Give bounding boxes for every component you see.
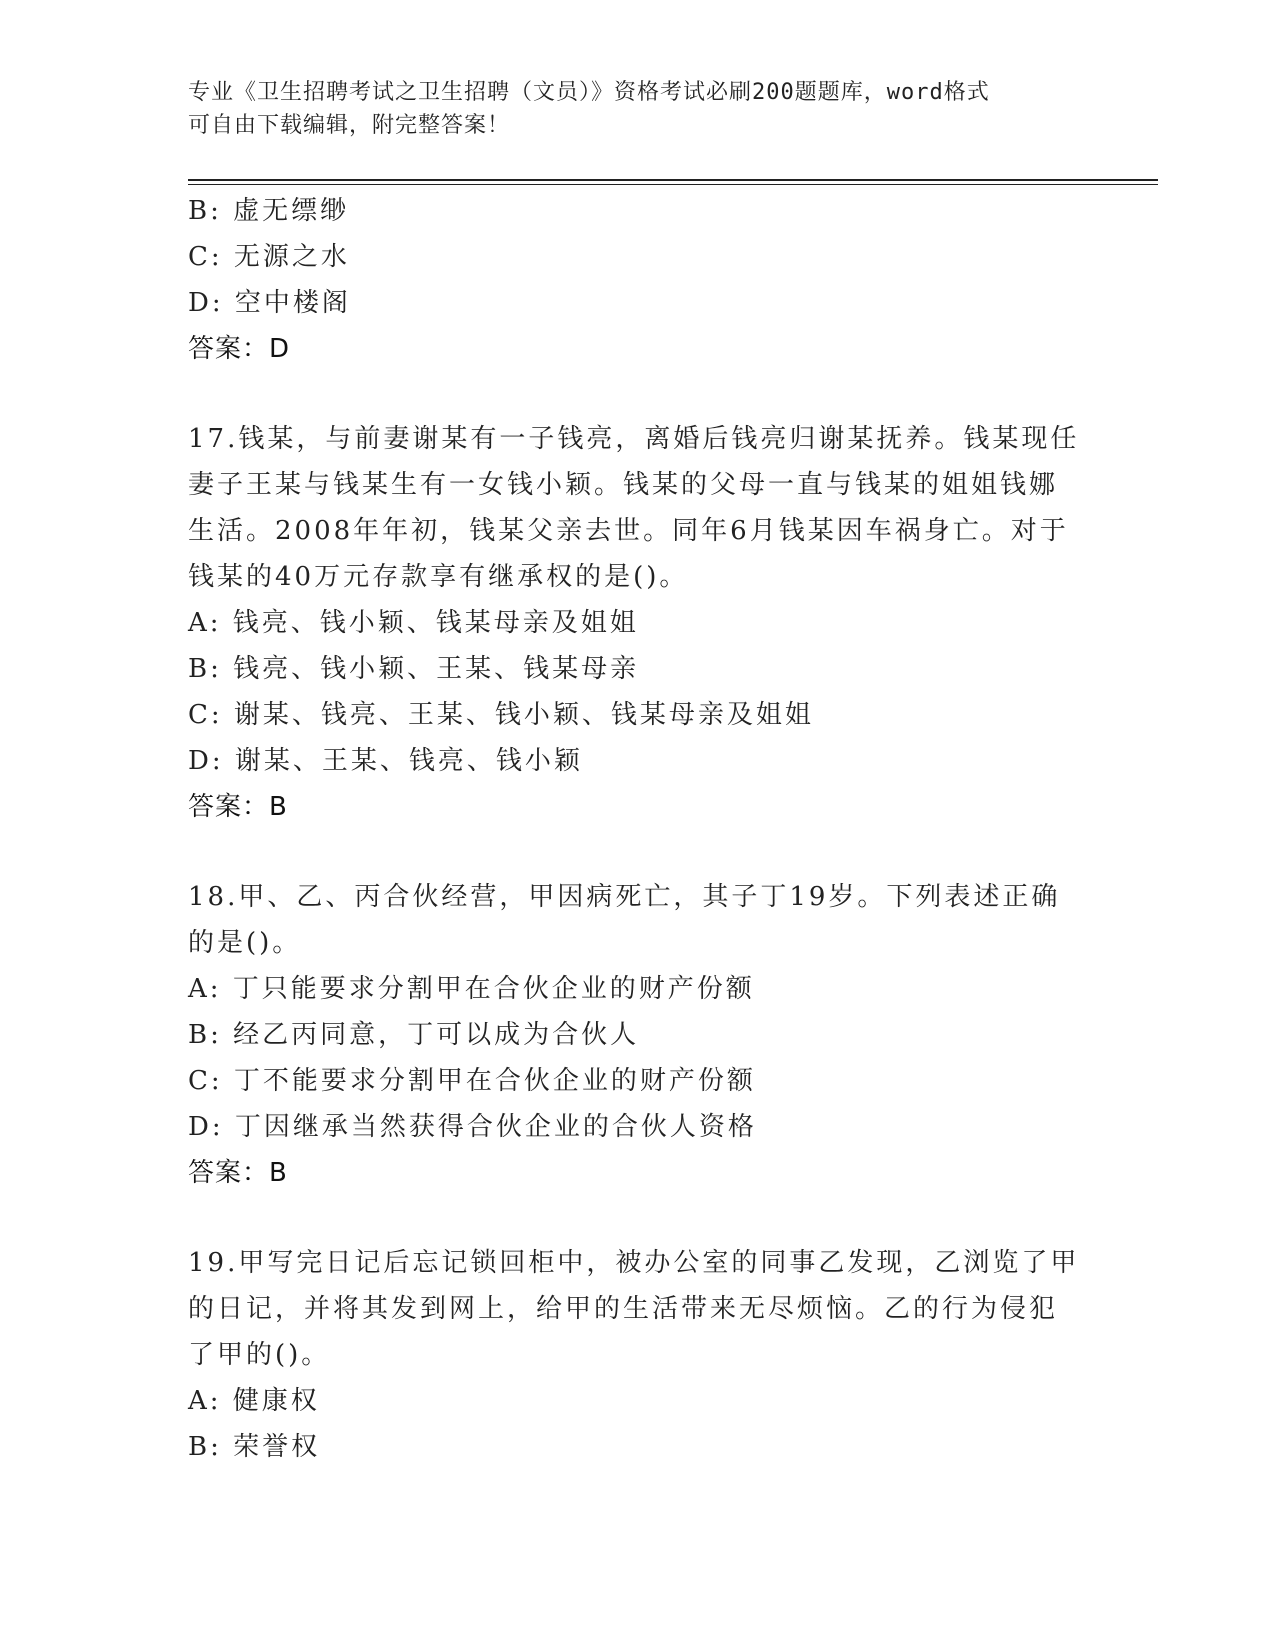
question-16-continued — [188, 188, 1088, 372]
option-c: C: 丁不能要求分割甲在合伙企业的财产份额 — [188, 1066, 756, 1096]
question-stem-line: 钱某的40万元存款享有继承权的是()。 — [188, 562, 689, 592]
option-a: A: 钱亮、钱小颖、钱某母亲及姐姐 — [188, 608, 639, 638]
option-c: C: 无源之水 — [188, 242, 350, 272]
question-stem-line: 19.甲写完日记后忘记锁回柜中，被办公室的同事乙发现，乙浏览了甲 — [188, 1248, 1080, 1278]
option-c: C: 谢某、钱亮、王某、钱小颖、钱某母亲及姐姐 — [188, 700, 814, 730]
option-b: B: 荣誉权 — [188, 1432, 321, 1462]
header-rule-thin — [188, 184, 1158, 185]
question-stem-line: 生活。2008年年初，钱某父亲去世。同年6月钱某因车祸身亡。对于 — [188, 516, 1069, 546]
question-stem-line: 17.钱某，与前妻谢某有一子钱亮，离婚后钱亮归谢某抚养。钱某现任 — [188, 424, 1080, 454]
page-content — [188, 188, 1088, 1470]
header-line-2: 可自由下载编辑，附完整答案！ — [188, 113, 511, 138]
answer: 答案：B — [188, 1158, 288, 1188]
option-a: A: 丁只能要求分割甲在合伙企业的财产份额 — [188, 974, 755, 1004]
question-stem-line: 了甲的()。 — [188, 1340, 331, 1370]
option-a: A: 健康权 — [188, 1386, 320, 1416]
question-stem-line: 的日记，并将其发到网上，给甲的生活带来无尽烦恼。乙的行为侵犯 — [188, 1294, 1059, 1324]
question-18 — [188, 874, 1088, 1196]
option-b: B: 虚无缥缈 — [188, 196, 350, 226]
option-b: B: 经乙丙同意，丁可以成为合伙人 — [188, 1020, 640, 1050]
option-b: B: 钱亮、钱小颖、王某、钱某母亲 — [188, 654, 640, 684]
question-stem-line: 的是()。 — [188, 928, 302, 958]
document-header — [188, 76, 1088, 142]
question-19 — [188, 1240, 1088, 1470]
option-d: D: 丁因继承当然获得合伙企业的合伙人资格 — [188, 1112, 757, 1142]
answer: 答案：B — [188, 792, 288, 822]
question-stem-line: 妻子王某与钱某生有一女钱小颖。钱某的父母一直与钱某的姐姐钱娜 — [188, 470, 1059, 500]
option-d: D: 空中楼阁 — [188, 288, 351, 318]
header-rule-thick — [188, 179, 1158, 181]
header-line-1: 专业《卫生招聘考试之卫生招聘（文员）》资格考试必刷200题题库，word格式 — [188, 80, 990, 105]
option-d: D: 谢某、王某、钱亮、钱小颖 — [188, 746, 583, 776]
question-17 — [188, 416, 1088, 830]
answer: 答案：D — [188, 334, 291, 364]
question-stem-line: 18.甲、乙、丙合伙经营，甲因病死亡，其子丁19岁。下列表述正确 — [188, 882, 1061, 912]
